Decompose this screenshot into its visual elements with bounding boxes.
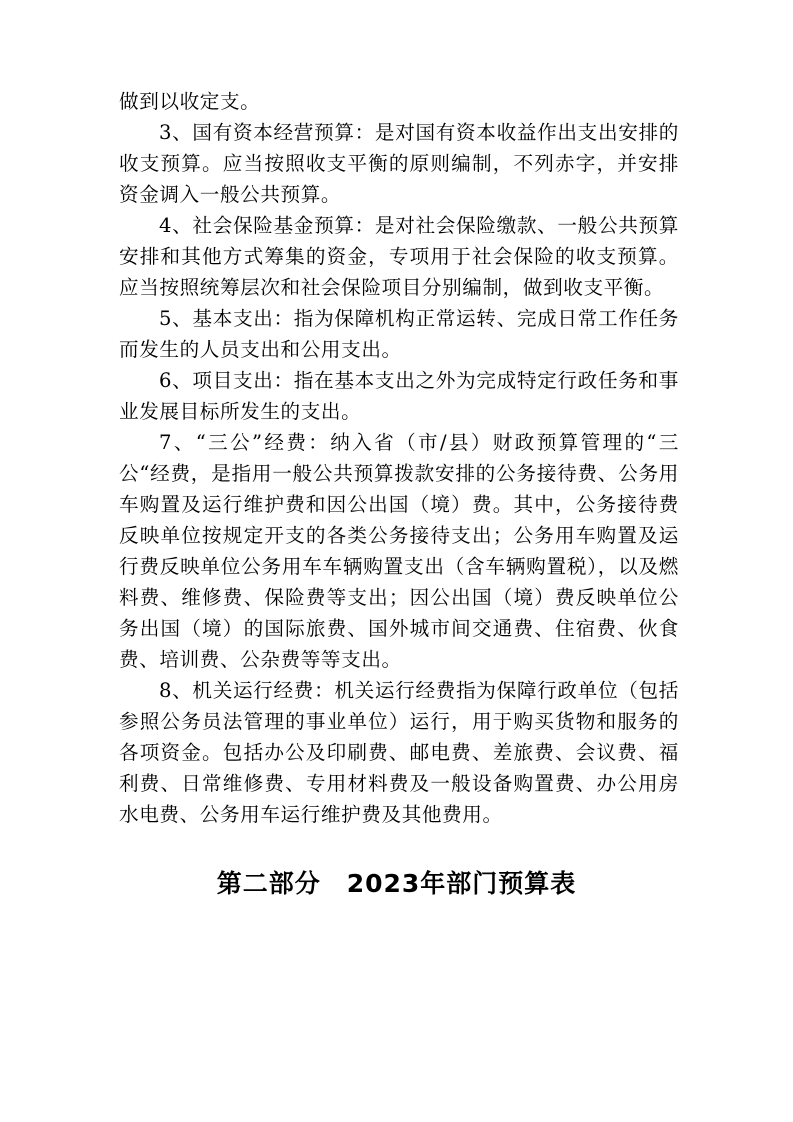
section-title: 第二部分 2023年部门预算表 bbox=[216, 869, 577, 898]
paragraph-social-insurance-budget: 4、社会保险基金预算：是对社会保险缴款、一般公共预算安排和其他方式筹集的资金，专项用于社会保险的收支预算。应当按照统筹层次和社会保险项目分别编制，做到收支平衡。 bbox=[119, 214, 679, 299]
paragraph-basic-expenditure: 5、基本支出：指为保障机构正常运转、完成日常工作任务而发生的人员支出和公用支出。 bbox=[119, 307, 679, 361]
paragraph-three-public-expenses: 7、“三公”经费：纳入省（市/县）财政预算管理的“三公“经费，是指用一般公共预算拨款安排的公务接待费、公务用车购置及运行维护费和因公出国（境）费。其中，公务接待费反映单位按规定开支的各类公务接待支出；公务用车购置及运行费反映单位公务用车车辆购置支出（含车辆购置税），以及燃料费、维修费、保险费等支出；因公出国（境）费反映单位公务出国（境）的国际旅费、国外城市间交通费、住宿费、伙食费、培训费、公杂费等等支出。 bbox=[119, 431, 679, 671]
paragraph-project-expenditure: 6、项目支出：指在基本支出之外为完成特定行政任务和事业发展目标所发生的支出。 bbox=[119, 369, 679, 423]
paragraph-state-capital-budget: 3、国有资本经营预算：是对国有资本收益作出支出安排的收支预算。应当按照收支平衡的原则编制，不列赤字，并安排资金调入一般公共预算。 bbox=[119, 121, 679, 206]
paragraph-continuation: 做到以收定支。 bbox=[119, 90, 261, 113]
paragraph-operating-expenses: 8、机关运行经费：机关运行经费指为保障行政单位（包括参照公务员法管理的事业单位）运行，用于购买货物和服务的各项资金。包括办公及印刷费、邮电费、差旅费、会议费、福利费、日常维修费、专用材料费及一般设备购置费、办公用房水电费、公务用车运行维护费及其他费用。 bbox=[119, 679, 679, 826]
document-body bbox=[119, 86, 679, 830]
